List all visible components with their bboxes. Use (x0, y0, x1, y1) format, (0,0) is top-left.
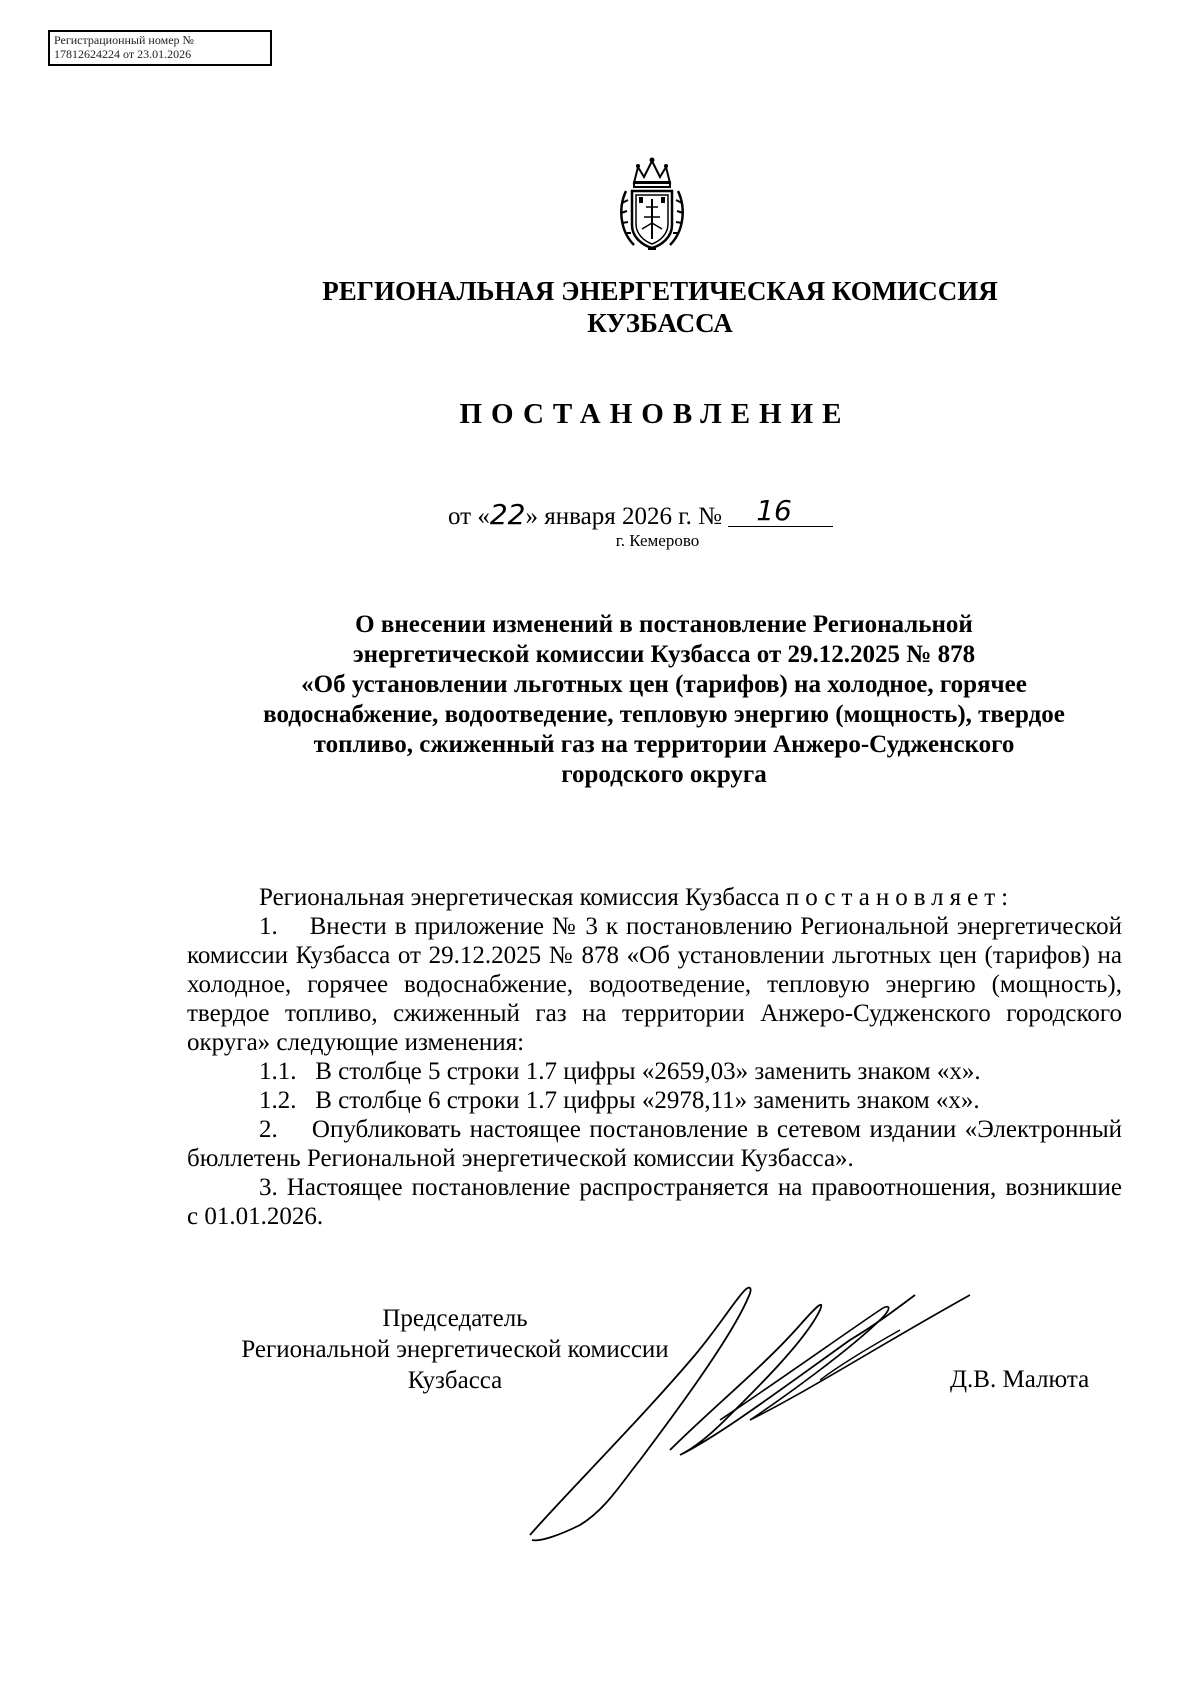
signer-title-line3: Кузбасса (407, 1367, 503, 1394)
date-prefix: от « (448, 503, 490, 530)
handwritten-day: 22 (489, 498, 526, 531)
subject-line: О внесении изменений в постановление Региональной (355, 611, 973, 638)
handwritten-number: 16 (756, 494, 792, 527)
handwritten-signature (520, 1270, 990, 1550)
subject-line: «Об установлении льготных цен (тарифов) на холодное, горячее (301, 671, 1027, 698)
organization-title-line1: РЕГИОНАЛЬНАЯ ЭНЕРГЕТИЧЕСКАЯ КОМИССИЯ (322, 276, 998, 306)
registration-label: Регистрационный номер № (54, 33, 194, 47)
paragraph-2: 2. Опубликовать настоящее постановление в сетевом издании «Электронный бюллетень Региональной энергетической комиссии Кузбасса». (187, 1116, 1122, 1172)
registration-number: 17812624224 от 23.01.2026 (54, 47, 192, 61)
date-number-line (448, 494, 833, 531)
document-subject (200, 610, 1128, 790)
subject-line: топливо, сжиженный газ на территории Анжеро-Судженского (313, 731, 1015, 758)
date-middle: » января 2026 г. № (525, 503, 722, 530)
subject-line: водоснабжение, водоотведение, тепловую энергию (мощность), твердое (263, 701, 1065, 728)
signer-name: Д.В. Малюта (950, 1366, 1090, 1393)
coat-of-arms-emblem (612, 153, 692, 253)
preamble-text: Региональная энергетическая комиссия Кузбасса (259, 884, 786, 911)
subject-line: городского округа (561, 761, 767, 788)
paragraph-1: 1. Внести в приложение № 3 к постановлению Региональной энергетической комиссии Кузбасса от 29.12.2025 № 878 «Об установлении льготных цен (тарифов) на холодное, горячее водоснабжение, водоотведение, тепловую энергию (мощность), твердое топливо, сжиженный газ на территории Анжеро-Судженского городского округа» следующие изменения: (187, 913, 1122, 1056)
subject-line: энергетической комиссии Кузбасса от 29.12.2025 № 878 (352, 641, 976, 668)
preamble-spaced-word: постановляет: (785, 884, 1015, 911)
preamble-paragraph (187, 883, 1122, 912)
document-body (187, 883, 1122, 1231)
signer-title-line2: Региональной энергетической комиссии (241, 1336, 669, 1363)
organization-title (0, 275, 1200, 339)
paragraph-3: 3. Настоящее постановление распространяется на правоотношения, возникшие с 01.01.2026. (187, 1174, 1122, 1230)
signer-title-line1: Председатель (382, 1305, 528, 1332)
document-type-heading: ПОСТАНОВЛЕНИЕ (459, 398, 851, 430)
paragraph-1-1: 1.1. В столбце 5 строки 1.7 цифры «2659,03» заменить знаком «х». (259, 1058, 981, 1085)
organization-title-line2: КУЗБАССА (587, 308, 733, 338)
city-label: г. Кемерово (615, 531, 700, 550)
paragraph-1-2: 1.2. В столбце 6 строки 1.7 цифры «2978,11» заменить знаком «х». (259, 1087, 980, 1114)
document-number-field (728, 494, 833, 527)
registration-stamp (48, 30, 272, 66)
